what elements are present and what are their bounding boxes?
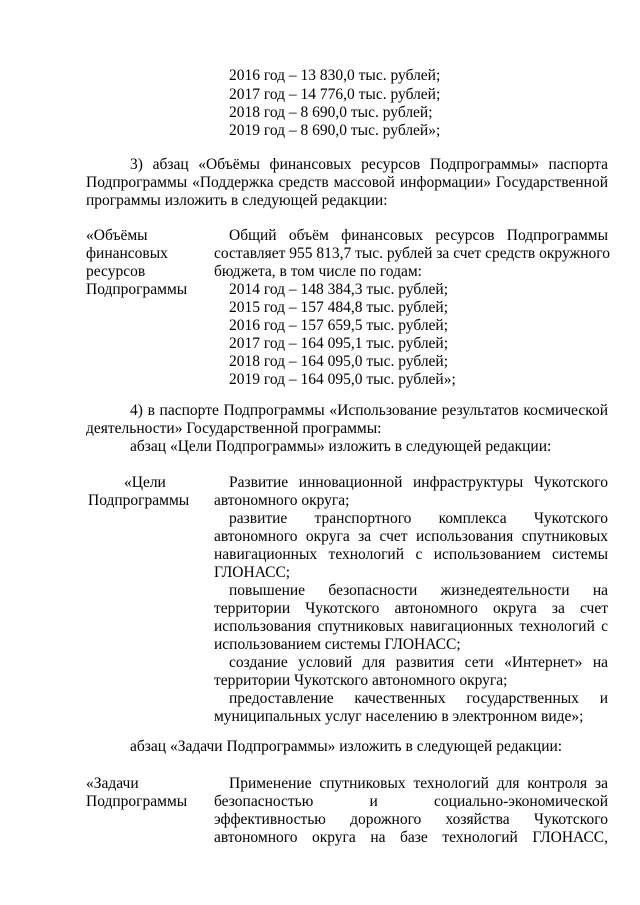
table1-text: бюджета, в том числе по годам: bbox=[214, 263, 422, 280]
year-line: 2016 год – 13 830,0 тыс. рублей; bbox=[229, 67, 441, 84]
table2-line: повышение безопасности жизнедеятельности на bbox=[229, 582, 608, 599]
table2-line: Развитие инновационной инфраструктуры Чукотского bbox=[229, 474, 608, 491]
table2-line: территории Чукотского автономного округа за счет bbox=[214, 600, 608, 617]
table1-label: ресурсов bbox=[86, 263, 146, 280]
table1-text: Общий объём финансовых ресурсов Подпрограммы bbox=[229, 227, 608, 244]
table2-line: использованием системы ГЛОНАСС; bbox=[214, 636, 461, 653]
paragraph-item3-line2: Подпрограммы «Поддержка средств массовой информации» Государственной bbox=[86, 174, 608, 191]
paragraph-item3-line3: программы изложить в следующей редакции: bbox=[86, 192, 388, 209]
table2-label: «Цели bbox=[124, 474, 166, 491]
table2-line: навигационных технологий с использованием системы bbox=[214, 546, 608, 563]
table3-label: «Задачи bbox=[86, 775, 139, 792]
table1-label: Подпрограммы bbox=[86, 281, 188, 298]
table1-year: 2018 год – 164 095,0 тыс. рублей; bbox=[229, 353, 449, 370]
table3-line: Применение спутниковых технологий для контроля за bbox=[229, 775, 608, 792]
paragraph-item3-line1: 3) абзац «Объёмы финансовых ресурсов Подпрограммы» паспорта bbox=[130, 156, 608, 173]
year-line: 2018 год – 8 690,0 тыс. рублей; bbox=[229, 104, 433, 121]
table1-text: составляет 955 813,7 тыс. рублей за счет средств окружного bbox=[214, 245, 610, 262]
paragraph-item4-line2: деятельности» Государственной программы: bbox=[86, 420, 382, 437]
table1-year: 2015 год – 157 484,8 тыс. рублей; bbox=[229, 299, 449, 316]
table2-line: создание условий для развития сети «Интернет» на bbox=[229, 654, 608, 671]
table3-line: безопасностью и социально-экономической bbox=[214, 793, 608, 810]
paragraph-item4-line3: абзац «Цели Подпрограммы» изложить в следующей редакции: bbox=[130, 438, 552, 455]
table3-line: эффективностью дорожного хозяйства Чукотского bbox=[214, 811, 608, 828]
table2-label: Подпрограммы bbox=[88, 492, 190, 509]
year-line: 2019 год – 8 690,0 тыс. рублей»; bbox=[229, 122, 441, 139]
table2-line: автономного округа за счет использования спутниковых bbox=[214, 528, 608, 545]
table2-line: муниципальных услуг населению в электронном виде»; bbox=[214, 708, 584, 725]
table2-line: развитие транспортного комплекса Чукотского bbox=[229, 510, 608, 527]
table1-label: «Объёмы bbox=[86, 227, 148, 244]
paragraph-item4-line1: 4) в паспорте Подпрограммы «Использование результатов космической bbox=[130, 402, 608, 419]
table1-year: 2017 год – 164 095,1 тыс. рублей; bbox=[229, 335, 449, 352]
table2-line: ГЛОНАСС; bbox=[214, 564, 291, 581]
table2-line: территории Чукотского автономного округа; bbox=[214, 672, 508, 689]
paragraph-tasks: абзац «Задачи Подпрограммы» изложить в следующей редакции: bbox=[130, 738, 563, 755]
year-line: 2017 год – 14 776,0 тыс. рублей; bbox=[229, 86, 441, 103]
table1-label: финансовых bbox=[86, 245, 168, 262]
table2-line: автономного округа; bbox=[214, 492, 350, 509]
table1-year: 2016 год – 157 659,5 тыс. рублей; bbox=[229, 317, 449, 334]
table3-label: Подпрограммы bbox=[86, 793, 188, 810]
table2-line: предоставление качественных государственных и bbox=[229, 690, 608, 707]
table1-year: 2019 год – 164 095,0 тыс. рублей»; bbox=[229, 371, 456, 388]
table1-year: 2014 год – 148 384,3 тыс. рублей; bbox=[229, 281, 449, 298]
table2-line: использования спутниковых навигационных технологий с bbox=[214, 618, 608, 635]
table3-line: автономного округа на базе технологий ГЛОНАСС, bbox=[214, 829, 608, 846]
